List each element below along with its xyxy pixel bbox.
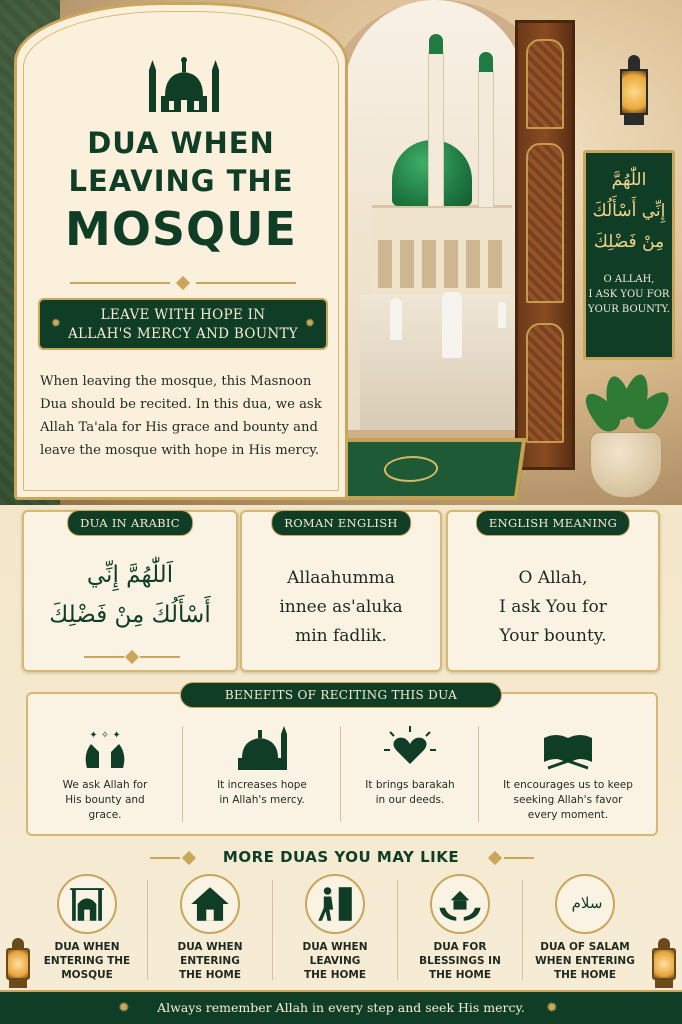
planter-pot: [590, 432, 662, 498]
dua-link-label: DUA WHEN: [177, 941, 243, 953]
svg-text:✦ ✧ ✦: ✦ ✧ ✦: [89, 730, 121, 741]
dua-link-label: DUA FOR: [433, 941, 487, 953]
person-door-icon: [307, 876, 363, 932]
title-line-1: DUA WHEN: [87, 126, 275, 160]
minaret-right: [478, 70, 494, 208]
benefit-text: His bounty and: [65, 794, 145, 806]
arabic-dua-line: اَللّٰهُمَّ إِنِّي: [86, 562, 174, 588]
benefits-title: BENEFITS OF RECITING THIS DUA: [180, 682, 502, 708]
dua-link-label: ENTERING: [180, 955, 240, 967]
dua-link-label: THE HOME: [178, 969, 242, 981]
ornament-star-icon: ✹: [304, 316, 316, 330]
benefit-text: It increases hope: [217, 779, 307, 791]
mosque-arcade: [378, 240, 506, 288]
benefit-text: seeking Allah's favor: [513, 794, 623, 806]
sign-arabic-line: إِنِّي أَسْأَلُكَ: [592, 201, 666, 221]
title-divider: [70, 278, 296, 288]
sign-arabic-line: مِنْ فَضْلِكَ: [593, 232, 665, 252]
dua-link-label: DUA WHEN: [302, 941, 368, 953]
ribbon-banner: [38, 298, 328, 350]
lantern-icon: [650, 938, 678, 990]
more-duas-title: MORE DUAS YOU MAY LIKE: [222, 848, 460, 866]
title-line-2: LEAVING THE: [68, 164, 294, 198]
arabic-wall-sign: [583, 150, 675, 360]
dua-link-label: THE HOME: [553, 969, 617, 981]
dua-link-label: DUA OF SALAM: [540, 941, 630, 953]
door-panel: [526, 323, 564, 443]
mosque-entrance-icon: [59, 876, 115, 932]
rug-medallion: [382, 456, 440, 482]
marble-courtyard: [360, 295, 520, 430]
open-quran-icon: [540, 724, 596, 772]
ribbon-line-1: LEAVE WITH HOPE IN: [100, 307, 266, 323]
meaning-line: Your bounty.: [499, 626, 607, 646]
page-title: [24, 124, 338, 258]
minaret-cap-left: [429, 34, 443, 54]
footer-text: Always remember Allah in every step and seek His mercy.: [157, 1000, 525, 1015]
minaret-cap-right: [479, 52, 493, 72]
mosque-icon: [234, 724, 290, 772]
dua-link-label: BLESSINGS IN: [419, 955, 501, 967]
card-divider: [84, 652, 180, 662]
dua-link-label: WHEN ENTERING: [535, 955, 635, 967]
salam-arabic-text: سلام: [571, 894, 603, 912]
benefit-item: [480, 718, 656, 828]
title-line-3: MOSQUE: [65, 202, 297, 256]
card-tag: ENGLISH MEANING: [476, 510, 630, 536]
sign-english-line: O ALLAH,: [603, 274, 655, 285]
ornament-star-icon: ✹: [546, 1000, 558, 1016]
benefit-item: [342, 718, 478, 828]
benefit-text: It encourages us to keep: [503, 779, 633, 791]
sign-english-line: YOUR BOUNTY.: [587, 304, 670, 315]
door-panel: [526, 39, 564, 129]
intro-paragraph: When leaving the mosque, this Masnoon Dua should be recited. In this dua, we ask Allah Ta'ala for His grace and bounty and leave the mosque with hope in His mercy.: [40, 374, 322, 458]
benefit-text: It brings barakah: [365, 779, 455, 791]
meaning-line: O Allah,: [518, 568, 588, 588]
salam-calligraphy-icon: [555, 874, 615, 934]
dua-link-entering-home[interactable]: [155, 874, 265, 986]
roman-line: innee as'aluka: [279, 597, 403, 617]
ornament-star-icon: ✹: [50, 316, 62, 330]
benefit-text: in our deeds.: [375, 794, 445, 806]
arabic-dua-line: أَسْأَلُكَ مِنْ فَضْلِكَ: [49, 602, 211, 628]
benefit-text: grace.: [88, 809, 122, 821]
walking-man-2: [390, 298, 402, 340]
mosque-silhouette-icon: [147, 56, 221, 114]
dua-link-salam-home[interactable]: [530, 874, 640, 986]
benefit-text: every moment.: [527, 809, 609, 821]
sign-english-line: I ASK YOU FOR: [588, 289, 670, 300]
dua-link-label: THE HOME: [428, 969, 492, 981]
walking-man-3: [498, 302, 506, 328]
benefit-text: We ask Allah for: [62, 779, 148, 791]
card-english-meaning: [446, 510, 660, 672]
dua-link-leaving-home[interactable]: [280, 874, 390, 986]
meaning-line: I ask You for: [499, 597, 607, 617]
dua-link-label: DUA WHEN: [54, 941, 120, 953]
dua-link-label: THE HOME: [303, 969, 367, 981]
card-roman-english: [240, 510, 442, 672]
sign-arabic-line: اللّٰهُمَّ: [611, 170, 647, 190]
walking-man: [442, 292, 462, 358]
dua-link-label: LEAVING: [309, 955, 361, 967]
card-dua-arabic: [22, 510, 238, 672]
roman-line: min fadlik.: [295, 626, 387, 646]
benefit-item: [184, 718, 340, 828]
lantern-icon: [4, 938, 32, 990]
benefit-item: [28, 718, 182, 828]
ribbon-line-2: ALLAH'S MERCY AND BOUNTY: [67, 326, 299, 342]
benefit-text: in Allah's mercy.: [219, 794, 305, 806]
dua-link-label: ENTERING THE: [43, 955, 131, 967]
dua-link-entering-mosque[interactable]: [32, 874, 142, 986]
hands-house-icon: [432, 876, 488, 932]
heart-rays-icon: [382, 724, 438, 772]
door-panel: [526, 143, 564, 303]
minaret-left: [428, 52, 444, 207]
house-icon: [182, 876, 238, 932]
roman-line: Allaahumma: [287, 568, 395, 588]
footer-banner: [0, 990, 682, 1024]
dua-link-blessings-home[interactable]: [405, 874, 515, 986]
wall-lamp-icon: [618, 55, 650, 141]
praying-hands-icon: [77, 724, 133, 772]
ornament-star-icon: ✹: [118, 1000, 130, 1016]
card-tag: ROMAN ENGLISH: [271, 510, 411, 536]
dua-link-label: MOSQUE: [61, 969, 113, 981]
card-tag: DUA IN ARABIC: [67, 510, 193, 536]
wooden-door: [515, 20, 575, 470]
